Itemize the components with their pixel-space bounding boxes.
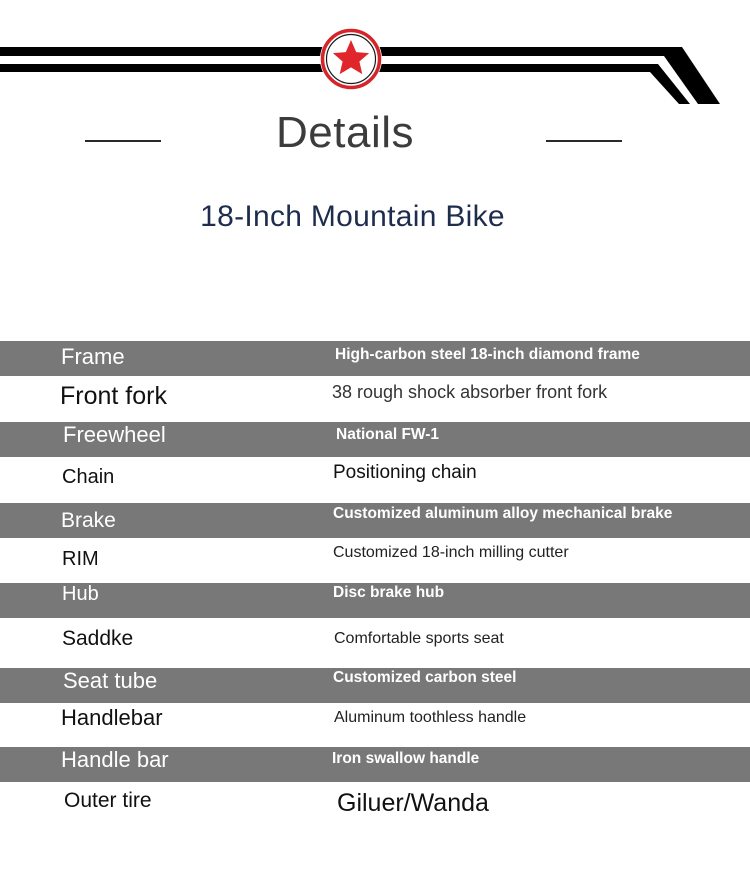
spec-label: Hub	[62, 583, 99, 605]
spec-label: Handle bar	[61, 747, 169, 772]
spec-row-outer-tire	[0, 782, 750, 832]
spec-label: Brake	[61, 509, 116, 532]
spec-row-rim	[0, 538, 750, 583]
spec-value: National FW-1	[336, 426, 440, 443]
spec-value: Customized 18-inch milling cutter	[333, 544, 569, 561]
spec-label: Handlebar	[61, 705, 163, 730]
spec-label: Frame	[61, 344, 125, 369]
spec-value: Disc brake hub	[333, 584, 445, 601]
spec-row-frame	[0, 341, 750, 376]
spec-label: RIM	[62, 548, 99, 570]
spec-value: Positioning chain	[333, 462, 477, 483]
spec-row-hub	[0, 583, 750, 618]
spec-label: Saddke	[62, 627, 134, 650]
spec-value: Comfortable sports seat	[334, 630, 504, 647]
spec-label: Outer tire	[64, 789, 152, 812]
spec-label: Seat tube	[63, 668, 158, 693]
spec-row-seat-tube	[0, 668, 750, 703]
spec-row-saddle	[0, 618, 750, 668]
spec-row-handle-bar	[0, 747, 750, 782]
spec-value: Customized carbon steel	[333, 669, 517, 686]
spec-value: Aluminum toothless handle	[334, 709, 527, 726]
spec-label: Freewheel	[63, 422, 166, 447]
spec-row-handlebar	[0, 703, 750, 747]
spec-row-freewheel	[0, 422, 750, 457]
page-title: Details	[276, 108, 414, 157]
spec-label: Chain	[62, 466, 115, 488]
spec-row-front-fork	[0, 376, 750, 422]
spec-value: Customized aluminum alloy mechanical brake	[333, 505, 673, 522]
spec-value: Giluer/Wanda	[337, 789, 489, 817]
product-subtitle: 18-Inch Mountain Bike	[200, 200, 505, 233]
spec-row-brake	[0, 503, 750, 538]
spec-value: 38 rough shock absorber front fork	[332, 382, 608, 402]
spec-label: Front fork	[60, 382, 167, 410]
spec-row-chain	[0, 457, 750, 503]
spec-value: Iron swallow handle	[332, 750, 480, 767]
spec-value: High-carbon steel 18-inch diamond frame	[335, 346, 640, 363]
